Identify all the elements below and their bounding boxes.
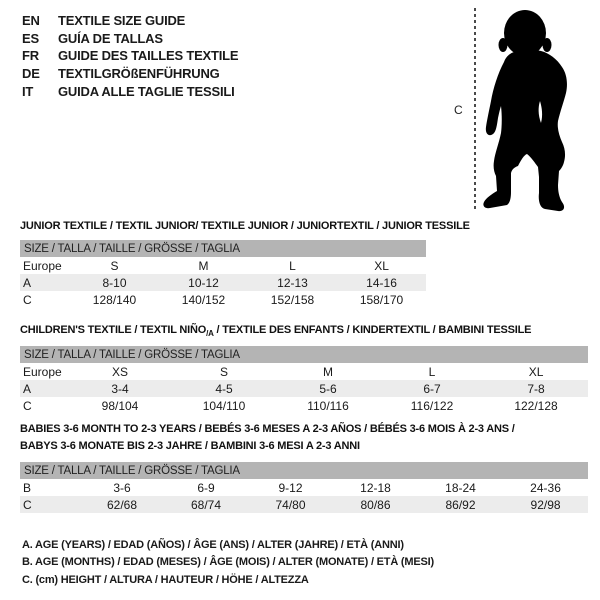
cell: 152/158 bbox=[270, 292, 315, 307]
cell: 14-16 bbox=[337, 274, 426, 291]
cell: 12-18 bbox=[360, 480, 391, 495]
cell: 4-5 bbox=[172, 380, 276, 397]
cell: 74/80 bbox=[248, 496, 333, 513]
cell: 7-8 bbox=[484, 380, 588, 397]
cell: XL bbox=[374, 258, 389, 273]
height-measure-label: C bbox=[454, 103, 463, 117]
lang-title: GUIDA ALLE TAGLIE TESSILI bbox=[58, 83, 235, 99]
cell: M bbox=[323, 364, 333, 379]
size-header-cell: SIZE / TALLA / TAILLE / GRÖSSE / TAGLIA bbox=[20, 462, 588, 479]
cell: 10-12 bbox=[159, 274, 248, 291]
cell: 80/86 bbox=[333, 496, 418, 513]
children-size-table bbox=[20, 346, 588, 414]
cell: 86/92 bbox=[418, 496, 503, 513]
cell: 122/128 bbox=[514, 398, 558, 413]
babies-size-table bbox=[20, 462, 588, 513]
row-label: C bbox=[23, 292, 32, 307]
table-row bbox=[20, 291, 426, 308]
footnote-a: A. AGE (YEARS) / EDAD (AÑOS) / ÂGE (ANS) / ALTER (JAHRE) / ETÀ (ANNI) bbox=[22, 539, 404, 551]
cell: 110/116 bbox=[307, 398, 349, 413]
table-row bbox=[20, 397, 588, 414]
cell: 3-4 bbox=[68, 380, 172, 397]
row-label: A bbox=[20, 274, 70, 291]
lang-code: IT bbox=[22, 83, 34, 99]
lang-row-fr bbox=[22, 47, 238, 65]
title-text: / TEXTILE DES ENFANTS / KINDERTEXTIL / BAMBINI TESSILE bbox=[213, 324, 532, 336]
table-row bbox=[20, 363, 588, 380]
cell: 12-13 bbox=[248, 274, 337, 291]
lang-code: ES bbox=[22, 30, 39, 46]
lang-title: TEXTILGRÖßENFÜHRUNG bbox=[58, 66, 220, 82]
table-header-row bbox=[20, 462, 588, 479]
lang-title: TEXTILE SIZE GUIDE bbox=[58, 13, 186, 28]
cell: M bbox=[198, 258, 209, 273]
junior-section-title: JUNIOR TEXTILE / TEXTIL JUNIOR/ TEXTILE JUNIOR / JUNIORTEXTIL / JUNIOR TESSILE bbox=[20, 220, 470, 232]
cell: S bbox=[219, 364, 228, 379]
size-header-cell: SIZE / TALLA / TAILLE / GRÖSSE / TAGLIA bbox=[20, 240, 426, 257]
row-label: C bbox=[23, 398, 32, 413]
title-subscript: /A bbox=[206, 329, 214, 339]
babies-section-title bbox=[20, 421, 515, 454]
title-line-2: BABYS 3-6 MONATE BIS 2-3 JAHRE / BAMBINI 3-6 MESI A 2-3 ANNI bbox=[20, 439, 360, 452]
row-label: B bbox=[23, 480, 32, 495]
lang-row-es bbox=[22, 30, 238, 48]
lang-code: FR bbox=[22, 48, 39, 64]
junior-size-table bbox=[20, 240, 426, 308]
footnotes bbox=[22, 537, 434, 589]
table-row bbox=[20, 257, 426, 274]
row-label: C bbox=[20, 496, 80, 513]
cell: XL bbox=[528, 364, 544, 379]
lang-row-de bbox=[22, 65, 238, 83]
row-label: Europe bbox=[23, 364, 62, 379]
height-measure-line bbox=[474, 8, 476, 211]
cell: 140/152 bbox=[181, 292, 226, 307]
cell: 3-6 bbox=[113, 480, 131, 495]
lang-title: GUIDE DES TAILLES TEXTILE bbox=[58, 48, 239, 64]
lang-code: DE bbox=[22, 66, 40, 82]
cell: S bbox=[110, 258, 119, 273]
cell: 6-9 bbox=[197, 480, 215, 495]
language-header bbox=[22, 12, 238, 101]
toddler-silhouette-icon bbox=[480, 5, 590, 215]
table-header-row bbox=[20, 346, 588, 363]
footnote-b: B. AGE (MONTHS) / EDAD (MESES) / ÂGE (MOIS) / ALTER (MONATE) / ETÀ (MESI) bbox=[22, 556, 434, 569]
cell: 68/74 bbox=[164, 496, 248, 513]
title-line-1: BABIES 3-6 MONTH TO 2-3 YEARS / BEBÉS 3-6 MESES A 2-3 AÑOS / BÉBÉS 3-6 MOIS À 2-3 ANS / bbox=[20, 423, 515, 435]
cell: 128/140 bbox=[92, 292, 137, 307]
cell: 9-12 bbox=[278, 480, 303, 495]
footnote-c: C. (cm) HEIGHT / ALTURA / HAUTEUR / HÖHE / ALTEZZA bbox=[22, 573, 309, 586]
lang-row-it bbox=[22, 83, 238, 101]
cell: 24-36 bbox=[530, 480, 561, 495]
cell: 98/104 bbox=[101, 398, 139, 413]
cell: 116/122 bbox=[410, 398, 454, 413]
cell: 104/110 bbox=[202, 398, 246, 413]
table-row bbox=[20, 496, 588, 513]
cell: 5-6 bbox=[276, 380, 380, 397]
title-text: CHILDREN'S TEXTILE / TEXTIL NIÑO bbox=[20, 324, 207, 336]
lang-title: GUÍA DE TALLAS bbox=[58, 30, 163, 46]
row-label: A bbox=[20, 380, 68, 397]
table-row bbox=[20, 479, 588, 496]
cell: L bbox=[289, 258, 296, 273]
cell: 92/98 bbox=[503, 496, 588, 513]
cell: L bbox=[428, 364, 436, 379]
cell: 8-10 bbox=[70, 274, 159, 291]
cell: 18-24 bbox=[445, 480, 476, 495]
lang-row-en bbox=[22, 12, 238, 30]
size-header-cell: SIZE / TALLA / TAILLE / GRÖSSE / TAGLIA bbox=[20, 346, 588, 363]
row-label: Europe bbox=[23, 258, 62, 273]
table-header-row bbox=[20, 240, 426, 257]
lang-code: EN bbox=[22, 13, 40, 28]
table-row bbox=[20, 380, 588, 397]
table-row bbox=[20, 274, 426, 291]
cell: 158/170 bbox=[359, 292, 404, 307]
cell: XS bbox=[111, 364, 128, 379]
cell: 62/68 bbox=[80, 496, 164, 513]
children-section-title bbox=[20, 322, 531, 343]
cell: 6-7 bbox=[380, 380, 484, 397]
